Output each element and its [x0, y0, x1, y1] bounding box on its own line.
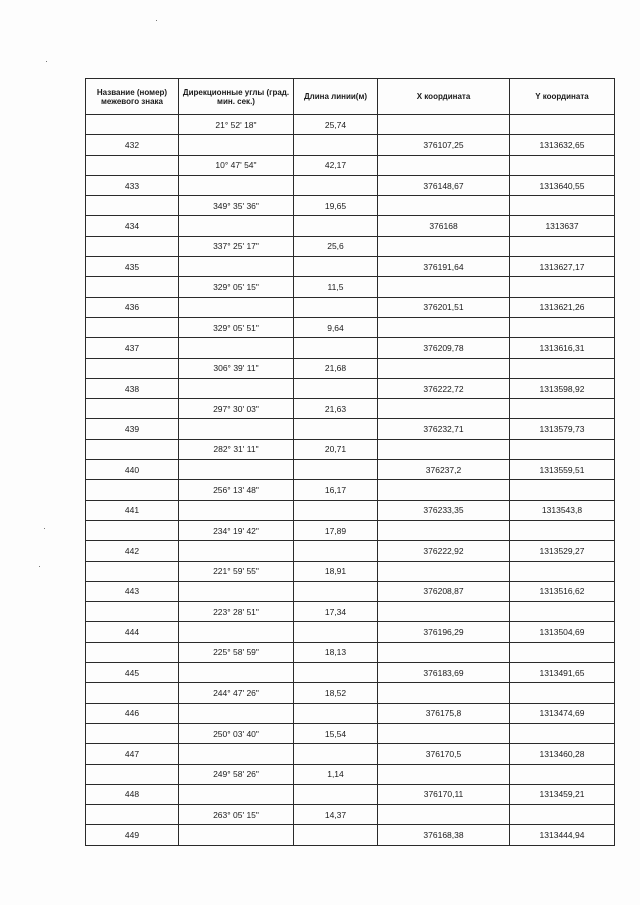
table-row	[86, 723, 615, 743]
empty-cell	[179, 338, 294, 358]
point-name-cell: 432	[86, 135, 179, 155]
y-coordinate-cell: 1313491,65	[510, 663, 615, 683]
direction-angle-cell: 282° 31' 11"	[179, 439, 294, 459]
direction-angle-cell: 306° 39' 11"	[179, 358, 294, 378]
empty-cell	[86, 805, 179, 825]
table-row	[86, 744, 615, 764]
empty-cell	[510, 196, 615, 216]
y-coordinate-cell: 1313504,69	[510, 622, 615, 642]
header-point-name: Название (номер) межевого знака	[86, 79, 179, 115]
empty-cell	[378, 520, 510, 540]
empty-cell	[510, 764, 615, 784]
empty-cell	[86, 358, 179, 378]
empty-cell	[86, 439, 179, 459]
empty-cell	[179, 500, 294, 520]
empty-cell	[294, 257, 378, 277]
table-row	[86, 480, 615, 500]
empty-cell	[179, 297, 294, 317]
empty-cell	[179, 460, 294, 480]
empty-cell	[378, 155, 510, 175]
y-coordinate-cell: 1313632,65	[510, 135, 615, 155]
empty-cell	[294, 825, 378, 845]
empty-cell	[179, 175, 294, 195]
table-body	[86, 115, 615, 846]
empty-cell	[86, 155, 179, 175]
table-row	[86, 581, 615, 601]
y-coordinate-cell: 1313460,28	[510, 744, 615, 764]
empty-cell	[86, 115, 179, 135]
scan-speck	[44, 528, 45, 529]
empty-cell	[378, 317, 510, 337]
empty-cell	[510, 683, 615, 703]
line-length-cell: 18,13	[294, 642, 378, 662]
scan-speck	[156, 20, 157, 21]
line-length-cell: 18,52	[294, 683, 378, 703]
x-coordinate-cell: 376175,8	[378, 703, 510, 723]
empty-cell	[86, 764, 179, 784]
table-row	[86, 399, 615, 419]
line-length-cell: 20,71	[294, 439, 378, 459]
table-row	[86, 317, 615, 337]
y-coordinate-cell: 1313529,27	[510, 541, 615, 561]
line-length-cell: 1,14	[294, 764, 378, 784]
y-coordinate-cell: 1313474,69	[510, 703, 615, 723]
x-coordinate-cell: 376222,72	[378, 378, 510, 398]
x-coordinate-cell: 376232,71	[378, 419, 510, 439]
table-row	[86, 419, 615, 439]
empty-cell	[294, 216, 378, 236]
line-length-cell: 25,74	[294, 115, 378, 135]
point-name-cell: 438	[86, 378, 179, 398]
table-row	[86, 358, 615, 378]
direction-angle-cell: 225° 58' 59"	[179, 642, 294, 662]
point-name-cell: 446	[86, 703, 179, 723]
empty-cell	[294, 622, 378, 642]
line-length-cell: 16,17	[294, 480, 378, 500]
empty-cell	[510, 358, 615, 378]
empty-cell	[179, 419, 294, 439]
table-row	[86, 155, 615, 175]
table-row	[86, 196, 615, 216]
boundary-coordinates-table	[85, 78, 615, 846]
line-length-cell: 18,91	[294, 561, 378, 581]
empty-cell	[510, 805, 615, 825]
point-name-cell: 440	[86, 460, 179, 480]
line-length-cell: 17,34	[294, 602, 378, 622]
empty-cell	[378, 439, 510, 459]
line-length-cell: 21,68	[294, 358, 378, 378]
point-name-cell: 443	[86, 581, 179, 601]
empty-cell	[179, 825, 294, 845]
empty-cell	[179, 784, 294, 804]
x-coordinate-cell: 376201,51	[378, 297, 510, 317]
x-coordinate-cell: 376168,38	[378, 825, 510, 845]
empty-cell	[86, 399, 179, 419]
y-coordinate-cell: 1313559,51	[510, 460, 615, 480]
empty-cell	[179, 622, 294, 642]
x-coordinate-cell: 376208,87	[378, 581, 510, 601]
empty-cell	[378, 358, 510, 378]
point-name-cell: 441	[86, 500, 179, 520]
direction-angle-cell: 329° 05' 51"	[179, 317, 294, 337]
scan-speck	[46, 61, 47, 62]
empty-cell	[86, 561, 179, 581]
point-name-cell: 447	[86, 744, 179, 764]
y-coordinate-cell: 1313444,94	[510, 825, 615, 845]
table-row	[86, 236, 615, 256]
empty-cell	[294, 581, 378, 601]
empty-cell	[510, 317, 615, 337]
x-coordinate-cell: 376222,92	[378, 541, 510, 561]
table-row	[86, 622, 615, 642]
empty-cell	[378, 561, 510, 581]
empty-cell	[179, 135, 294, 155]
empty-cell	[510, 602, 615, 622]
table-row	[86, 378, 615, 398]
table-row	[86, 642, 615, 662]
empty-cell	[86, 683, 179, 703]
empty-cell	[294, 175, 378, 195]
empty-cell	[378, 764, 510, 784]
empty-cell	[179, 378, 294, 398]
line-length-cell: 15,54	[294, 723, 378, 743]
line-length-cell: 17,89	[294, 520, 378, 540]
direction-angle-cell: 329° 05' 15"	[179, 277, 294, 297]
x-coordinate-cell: 376183,69	[378, 663, 510, 683]
table-row	[86, 135, 615, 155]
empty-cell	[378, 196, 510, 216]
direction-angle-cell: 256° 13' 48"	[179, 480, 294, 500]
empty-cell	[86, 723, 179, 743]
empty-cell	[510, 520, 615, 540]
table-row	[86, 175, 615, 195]
empty-cell	[294, 135, 378, 155]
direction-angle-cell: 234° 19' 42"	[179, 520, 294, 540]
point-name-cell: 449	[86, 825, 179, 845]
y-coordinate-cell: 1313598,92	[510, 378, 615, 398]
empty-cell	[179, 663, 294, 683]
empty-cell	[86, 642, 179, 662]
empty-cell	[510, 480, 615, 500]
empty-cell	[294, 703, 378, 723]
empty-cell	[510, 561, 615, 581]
direction-angle-cell: 249° 58' 26"	[179, 764, 294, 784]
point-name-cell: 435	[86, 257, 179, 277]
y-coordinate-cell: 1313579,73	[510, 419, 615, 439]
header-line-length: Длина линии(м)	[294, 79, 378, 115]
empty-cell	[86, 277, 179, 297]
table-row	[86, 338, 615, 358]
table-row	[86, 439, 615, 459]
empty-cell	[378, 723, 510, 743]
empty-cell	[179, 257, 294, 277]
empty-cell	[86, 520, 179, 540]
y-coordinate-cell: 1313516,62	[510, 581, 615, 601]
empty-cell	[179, 703, 294, 723]
point-name-cell: 444	[86, 622, 179, 642]
empty-cell	[510, 642, 615, 662]
line-length-cell: 9,64	[294, 317, 378, 337]
point-name-cell: 442	[86, 541, 179, 561]
direction-angle-cell: 337° 25' 17"	[179, 236, 294, 256]
empty-cell	[510, 723, 615, 743]
x-coordinate-cell: 376196,29	[378, 622, 510, 642]
empty-cell	[294, 460, 378, 480]
empty-cell	[378, 642, 510, 662]
direction-angle-cell: 21° 52' 18"	[179, 115, 294, 135]
table-row	[86, 663, 615, 683]
y-coordinate-cell: 1313459,21	[510, 784, 615, 804]
empty-cell	[510, 277, 615, 297]
empty-cell	[510, 155, 615, 175]
table-row	[86, 703, 615, 723]
empty-cell	[378, 602, 510, 622]
empty-cell	[378, 805, 510, 825]
x-coordinate-cell: 376168	[378, 216, 510, 236]
table-row	[86, 805, 615, 825]
empty-cell	[378, 277, 510, 297]
scan-speck	[39, 566, 40, 567]
empty-cell	[294, 378, 378, 398]
table-row	[86, 297, 615, 317]
y-coordinate-cell: 1313543,8	[510, 500, 615, 520]
table-row	[86, 277, 615, 297]
empty-cell	[294, 338, 378, 358]
x-coordinate-cell: 376170,5	[378, 744, 510, 764]
empty-cell	[294, 784, 378, 804]
line-length-cell: 11,5	[294, 277, 378, 297]
empty-cell	[510, 439, 615, 459]
empty-cell	[378, 115, 510, 135]
table-row	[86, 541, 615, 561]
header-direction-angle: Дирекционные углы (град. мин. сек.)	[179, 79, 294, 115]
direction-angle-cell: 250° 03' 40"	[179, 723, 294, 743]
empty-cell	[86, 196, 179, 216]
table-row	[86, 561, 615, 581]
point-name-cell: 445	[86, 663, 179, 683]
empty-cell	[294, 541, 378, 561]
point-name-cell: 448	[86, 784, 179, 804]
header-y-coordinate: Y координата	[510, 79, 615, 115]
empty-cell	[86, 317, 179, 337]
empty-cell	[378, 480, 510, 500]
table-row	[86, 520, 615, 540]
empty-cell	[294, 500, 378, 520]
empty-cell	[378, 399, 510, 419]
table-header-row	[86, 79, 615, 115]
table-row	[86, 500, 615, 520]
line-length-cell: 42,17	[294, 155, 378, 175]
x-coordinate-cell: 376148,67	[378, 175, 510, 195]
point-name-cell: 436	[86, 297, 179, 317]
x-coordinate-cell: 376107,25	[378, 135, 510, 155]
point-name-cell: 437	[86, 338, 179, 358]
table-row	[86, 216, 615, 236]
y-coordinate-cell: 1313640,55	[510, 175, 615, 195]
y-coordinate-cell: 1313627,17	[510, 257, 615, 277]
line-length-cell: 21,63	[294, 399, 378, 419]
x-coordinate-cell: 376237,2	[378, 460, 510, 480]
table-row	[86, 683, 615, 703]
point-name-cell: 439	[86, 419, 179, 439]
direction-angle-cell: 297° 30' 03"	[179, 399, 294, 419]
empty-cell	[510, 236, 615, 256]
y-coordinate-cell: 1313616,31	[510, 338, 615, 358]
line-length-cell: 25,6	[294, 236, 378, 256]
empty-cell	[294, 663, 378, 683]
table-row	[86, 764, 615, 784]
empty-cell	[510, 115, 615, 135]
empty-cell	[294, 744, 378, 764]
empty-cell	[86, 602, 179, 622]
x-coordinate-cell: 376170,11	[378, 784, 510, 804]
table-row	[86, 115, 615, 135]
empty-cell	[179, 581, 294, 601]
x-coordinate-cell: 376209,78	[378, 338, 510, 358]
y-coordinate-cell: 1313637	[510, 216, 615, 236]
x-coordinate-cell: 376191,64	[378, 257, 510, 277]
point-name-cell: 433	[86, 175, 179, 195]
empty-cell	[179, 541, 294, 561]
line-length-cell: 19,65	[294, 196, 378, 216]
direction-angle-cell: 263° 05' 15"	[179, 805, 294, 825]
empty-cell	[378, 683, 510, 703]
header-x-coordinate: X координата	[378, 79, 510, 115]
empty-cell	[86, 236, 179, 256]
line-length-cell: 14,37	[294, 805, 378, 825]
direction-angle-cell: 349° 35' 36"	[179, 196, 294, 216]
table-row	[86, 602, 615, 622]
table-row	[86, 784, 615, 804]
empty-cell	[179, 216, 294, 236]
point-name-cell: 434	[86, 216, 179, 236]
empty-cell	[294, 419, 378, 439]
empty-cell	[86, 480, 179, 500]
direction-angle-cell: 10° 47' 54"	[179, 155, 294, 175]
y-coordinate-cell: 1313621,26	[510, 297, 615, 317]
table-row	[86, 460, 615, 480]
empty-cell	[378, 236, 510, 256]
direction-angle-cell: 221° 59' 55"	[179, 561, 294, 581]
table-row	[86, 825, 615, 845]
empty-cell	[179, 744, 294, 764]
table-row	[86, 257, 615, 277]
x-coordinate-cell: 376233,35	[378, 500, 510, 520]
empty-cell	[510, 399, 615, 419]
empty-cell	[294, 297, 378, 317]
direction-angle-cell: 223° 28' 51"	[179, 602, 294, 622]
direction-angle-cell: 244° 47' 26"	[179, 683, 294, 703]
